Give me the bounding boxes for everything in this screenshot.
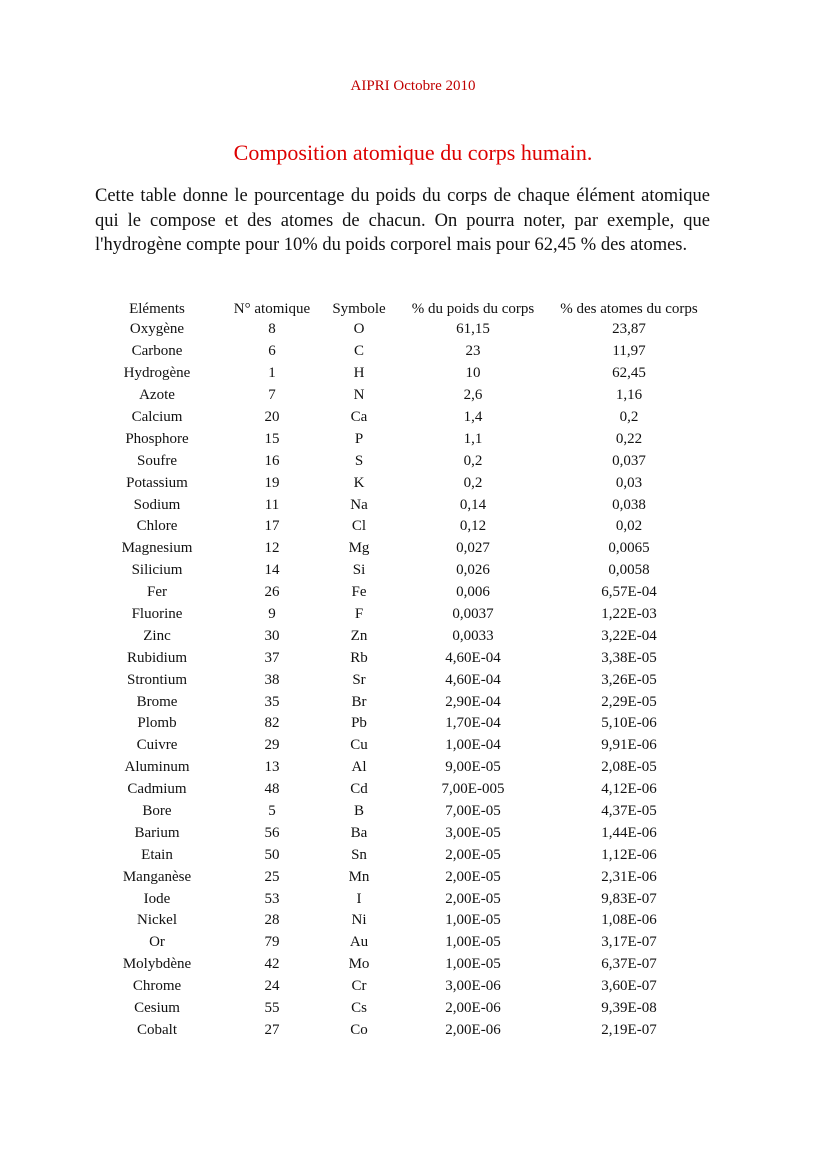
cell-body-weight-percent: 1,00E-05 [445, 956, 501, 973]
cell-element: Silicium [131, 562, 183, 579]
cell-body-weight-percent: 0,006 [456, 584, 490, 601]
cell-atomic-number: 38 [264, 671, 280, 688]
cell-symbol: F [354, 606, 364, 623]
table-row [100, 998, 700, 1020]
cell-element: Cuivre [136, 737, 178, 754]
cell-element: Chrome [132, 978, 182, 995]
table-row [100, 932, 700, 954]
table-row [100, 472, 700, 494]
column-header-symbol: Symbole [332, 300, 386, 317]
cell-atomic-number: 8 [268, 321, 276, 338]
cell-body-weight-percent: 1,70E-04 [445, 715, 501, 732]
cell-body-atoms-percent: 3,60E-07 [601, 978, 657, 995]
cell-body-weight-percent: 23 [465, 343, 481, 360]
cell-element: Fer [147, 584, 167, 601]
composition-table [100, 299, 700, 1041]
cell-element: Rubidium [126, 649, 187, 666]
cell-body-atoms-percent: 4,12E-06 [601, 781, 657, 798]
cell-body-atoms-percent: 1,22E-03 [601, 606, 657, 623]
cell-element: Nickel [137, 912, 177, 929]
cell-element: Aluminum [124, 759, 190, 776]
cell-body-weight-percent: 4,60E-04 [445, 649, 501, 666]
cell-atomic-number: 24 [264, 978, 280, 995]
cell-atomic-number: 48 [264, 781, 280, 798]
table-row [100, 910, 700, 932]
cell-body-atoms-percent: 1,12E-06 [601, 846, 657, 863]
table-row [100, 801, 700, 823]
cell-body-weight-percent: 7,00E-005 [441, 781, 505, 798]
cell-atomic-number: 12 [264, 540, 280, 557]
cell-body-atoms-percent: 11,97 [612, 343, 646, 360]
table-row [100, 954, 700, 976]
cell-body-atoms-percent: 2,08E-05 [601, 759, 657, 776]
cell-element: Etain [141, 846, 173, 863]
cell-atomic-number: 37 [264, 649, 280, 666]
cell-body-weight-percent: 61,15 [456, 321, 490, 338]
cell-body-atoms-percent: 0,02 [615, 518, 643, 535]
cell-body-atoms-percent: 0,0065 [608, 540, 650, 557]
cell-body-weight-percent: 10 [465, 365, 481, 382]
table-row [100, 779, 700, 801]
cell-symbol: Ca [350, 409, 368, 425]
cell-element: Strontium [126, 671, 187, 688]
cell-body-weight-percent: 1,00E-05 [445, 912, 501, 929]
cell-atomic-number: 6 [268, 343, 276, 360]
table-row [100, 516, 700, 538]
cell-symbol: Co [350, 1021, 368, 1038]
table-row [100, 341, 700, 363]
table-row [100, 647, 700, 669]
table-row [100, 428, 700, 450]
cell-element: Magnesium [121, 540, 193, 557]
cell-element: Hydrogène [123, 365, 191, 382]
cell-symbol: Mo [348, 956, 370, 973]
cell-body-atoms-percent: 9,39E-08 [601, 1000, 657, 1017]
cell-symbol: Si [352, 562, 366, 579]
cell-body-atoms-percent: 0,037 [612, 452, 646, 469]
cell-symbol: Mg [348, 540, 370, 557]
cell-atomic-number: 14 [264, 562, 280, 579]
column-header-elements: Eléments [129, 300, 185, 317]
cell-atomic-number: 7 [268, 387, 276, 404]
cell-element: Plomb [137, 715, 177, 732]
table-row [100, 560, 700, 582]
cell-element: Cadmium [127, 781, 187, 798]
cell-atomic-number: 20 [264, 409, 280, 425]
table-body [100, 319, 700, 1041]
cell-symbol: N [353, 387, 365, 404]
cell-body-weight-percent: 3,00E-05 [445, 824, 501, 841]
cell-body-atoms-percent: 2,29E-05 [601, 693, 657, 710]
cell-element: Fluorine [131, 606, 183, 623]
cell-symbol: I [356, 890, 362, 907]
cell-body-atoms-percent: 0,038 [612, 496, 646, 513]
cell-body-weight-percent: 1,00E-04 [445, 737, 501, 754]
table-row [100, 757, 700, 779]
cell-body-weight-percent: 2,00E-05 [445, 890, 501, 907]
table-row [100, 625, 700, 647]
cell-body-atoms-percent: 1,44E-06 [601, 824, 657, 841]
cell-body-weight-percent: 0,2 [463, 474, 483, 491]
cell-element: Molybdène [122, 956, 192, 973]
cell-element: Barium [134, 824, 180, 841]
cell-body-weight-percent: 2,00E-06 [445, 1000, 501, 1017]
cell-body-atoms-percent: 3,38E-05 [601, 649, 657, 666]
cell-symbol: Ba [350, 824, 368, 841]
cell-atomic-number: 42 [264, 956, 280, 973]
cell-body-atoms-percent: 6,37E-07 [601, 956, 657, 973]
cell-atomic-number: 27 [264, 1021, 280, 1038]
cell-element: Brome [136, 693, 178, 710]
cell-symbol: Zn [350, 627, 368, 644]
cell-atomic-number: 11 [264, 496, 280, 513]
cell-body-weight-percent: 0,12 [459, 518, 487, 535]
cell-symbol: Sr [352, 671, 366, 688]
table-row [100, 866, 700, 888]
cell-body-atoms-percent: 2,31E-06 [601, 868, 657, 885]
table-row [100, 1020, 700, 1042]
cell-atomic-number: 79 [264, 934, 280, 951]
cell-body-weight-percent: 0,027 [456, 540, 490, 557]
cell-symbol: Au [349, 934, 369, 951]
cell-atomic-number: 28 [264, 912, 280, 929]
cell-body-atoms-percent: 0,22 [615, 430, 643, 447]
cell-body-weight-percent: 0,0033 [452, 627, 494, 644]
cell-element: Azote [139, 387, 175, 404]
table-row [100, 604, 700, 626]
column-header-body-atoms-percent: % des atomes du corps [560, 300, 698, 317]
cell-body-weight-percent: 1,4 [463, 409, 483, 425]
table-row [100, 582, 700, 604]
cell-atomic-number: 15 [264, 430, 280, 447]
table-row [100, 888, 700, 910]
cell-body-weight-percent: 1,1 [463, 430, 483, 447]
cell-element: Carbone [131, 343, 183, 360]
table-row [100, 363, 700, 385]
cell-body-atoms-percent: 5,10E-06 [601, 715, 657, 732]
cell-symbol: Cs [351, 1000, 367, 1017]
cell-symbol: Cl [351, 518, 367, 535]
cell-body-atoms-percent: 23,87 [612, 321, 646, 338]
cell-body-atoms-percent: 0,0058 [608, 562, 650, 579]
cell-atomic-number: 5 [268, 803, 276, 820]
cell-element: Iode [143, 890, 171, 907]
table-row [100, 976, 700, 998]
cell-symbol: K [353, 474, 365, 491]
cell-element: Oxygène [129, 321, 185, 338]
cell-symbol: O [353, 321, 365, 338]
table-row [100, 691, 700, 713]
cell-atomic-number: 55 [264, 1000, 280, 1017]
table-header-row [100, 299, 700, 319]
cell-element: Bore [142, 803, 172, 820]
intro-paragraph: Cette table donne le pourcentage du poids du corps de chaque élément atomique qui le compose et des atomes de chacun. On pourra noter, par exemple, que l'hydrogène compte pour 10% du poids corporel mais pour 62,45 % des atomes. [95, 186, 710, 255]
table-row [100, 844, 700, 866]
cell-symbol: Cu [350, 737, 368, 754]
cell-atomic-number: 30 [264, 627, 280, 644]
cell-symbol: B [353, 803, 364, 820]
cell-symbol: Cr [351, 978, 367, 995]
table-row [100, 713, 700, 735]
cell-body-weight-percent: 9,00E-05 [445, 759, 501, 776]
cell-body-atoms-percent: 1,08E-06 [601, 912, 657, 929]
cell-symbol: Cd [350, 781, 368, 798]
cell-body-atoms-percent: 3,17E-07 [601, 934, 657, 951]
page-header: AIPRI Octobre 2010 [350, 78, 476, 94]
cell-symbol: Rb [350, 649, 368, 666]
cell-body-atoms-percent: 9,83E-07 [601, 890, 657, 907]
cell-atomic-number: 13 [264, 759, 280, 776]
table-row [100, 450, 700, 472]
cell-symbol: Fe [351, 584, 367, 601]
cell-body-atoms-percent: 0,03 [615, 474, 643, 491]
cell-element: Phosphore [125, 430, 189, 447]
cell-body-weight-percent: 0,026 [456, 562, 490, 579]
cell-element: Potassium [126, 474, 188, 491]
cell-body-atoms-percent: 6,57E-04 [601, 584, 657, 601]
table-row [100, 822, 700, 844]
cell-atomic-number: 26 [264, 584, 280, 601]
cell-symbol: S [354, 452, 364, 469]
table-row [100, 319, 700, 341]
cell-atomic-number: 35 [264, 693, 280, 710]
cell-element: Cesium [134, 1000, 180, 1017]
cell-body-weight-percent: 7,00E-05 [445, 803, 501, 820]
cell-body-weight-percent: 2,6 [463, 387, 483, 404]
cell-element: Zinc [143, 627, 171, 644]
cell-symbol: Sn [351, 846, 367, 863]
cell-body-atoms-percent: 1,16 [615, 387, 643, 404]
cell-body-atoms-percent: 4,37E-05 [601, 803, 657, 820]
cell-body-atoms-percent: 9,91E-06 [601, 737, 657, 754]
cell-atomic-number: 1 [268, 365, 276, 382]
cell-atomic-number: 17 [264, 518, 280, 535]
cell-body-atoms-percent: 3,26E-05 [601, 671, 657, 688]
table-row [100, 538, 700, 560]
cell-element: Manganèse [122, 868, 192, 885]
cell-element: Chlore [136, 518, 178, 535]
cell-atomic-number: 50 [264, 846, 280, 863]
cell-body-atoms-percent: 2,19E-07 [601, 1021, 657, 1038]
cell-symbol: P [354, 430, 364, 447]
cell-element: Soufre [137, 452, 177, 469]
cell-atomic-number: 16 [264, 452, 280, 469]
cell-atomic-number: 29 [264, 737, 280, 754]
cell-body-weight-percent: 2,00E-06 [445, 1021, 501, 1038]
cell-body-atoms-percent: 3,22E-04 [601, 627, 657, 644]
cell-body-weight-percent: 0,2 [463, 452, 483, 469]
cell-atomic-number: 53 [264, 890, 280, 907]
cell-symbol: Al [351, 759, 367, 776]
cell-body-weight-percent: 3,00E-06 [445, 978, 501, 995]
table-row [100, 494, 700, 516]
cell-atomic-number: 19 [264, 474, 280, 491]
table-row [100, 385, 700, 407]
cell-body-weight-percent: 1,00E-05 [445, 934, 501, 951]
cell-element: Calcium [131, 409, 183, 425]
cell-body-weight-percent: 2,00E-05 [445, 868, 501, 885]
cell-body-weight-percent: 4,60E-04 [445, 671, 501, 688]
cell-body-atoms-percent: 0,2 [619, 409, 639, 425]
cell-element: Sodium [133, 496, 181, 513]
cell-body-atoms-percent: 62,45 [612, 365, 646, 382]
cell-body-weight-percent: 0,0037 [452, 606, 494, 623]
table-row [100, 669, 700, 691]
page-title: Composition atomique du corps humain. [233, 140, 593, 165]
cell-atomic-number: 82 [264, 715, 280, 732]
table-row [100, 735, 700, 757]
cell-symbol: Br [351, 693, 367, 710]
column-header-atomic-number: N° atomique [233, 300, 311, 317]
cell-element: Or [149, 934, 165, 951]
cell-body-weight-percent: 2,90E-04 [445, 693, 501, 710]
table-row [100, 407, 700, 429]
cell-symbol: Pb [351, 715, 367, 732]
cell-symbol: C [353, 343, 364, 360]
cell-symbol: Ni [351, 912, 367, 929]
cell-body-weight-percent: 2,00E-05 [445, 846, 501, 863]
cell-atomic-number: 56 [264, 824, 280, 841]
cell-body-weight-percent: 0,14 [459, 496, 487, 513]
cell-symbol: Mn [348, 868, 370, 885]
cell-atomic-number: 25 [264, 868, 280, 885]
cell-element: Cobalt [137, 1021, 177, 1038]
cell-symbol: H [353, 365, 365, 382]
cell-atomic-number: 9 [268, 606, 276, 623]
column-header-body-weight-percent: % du poids du corps [411, 300, 535, 317]
cell-symbol: Na [350, 496, 368, 513]
